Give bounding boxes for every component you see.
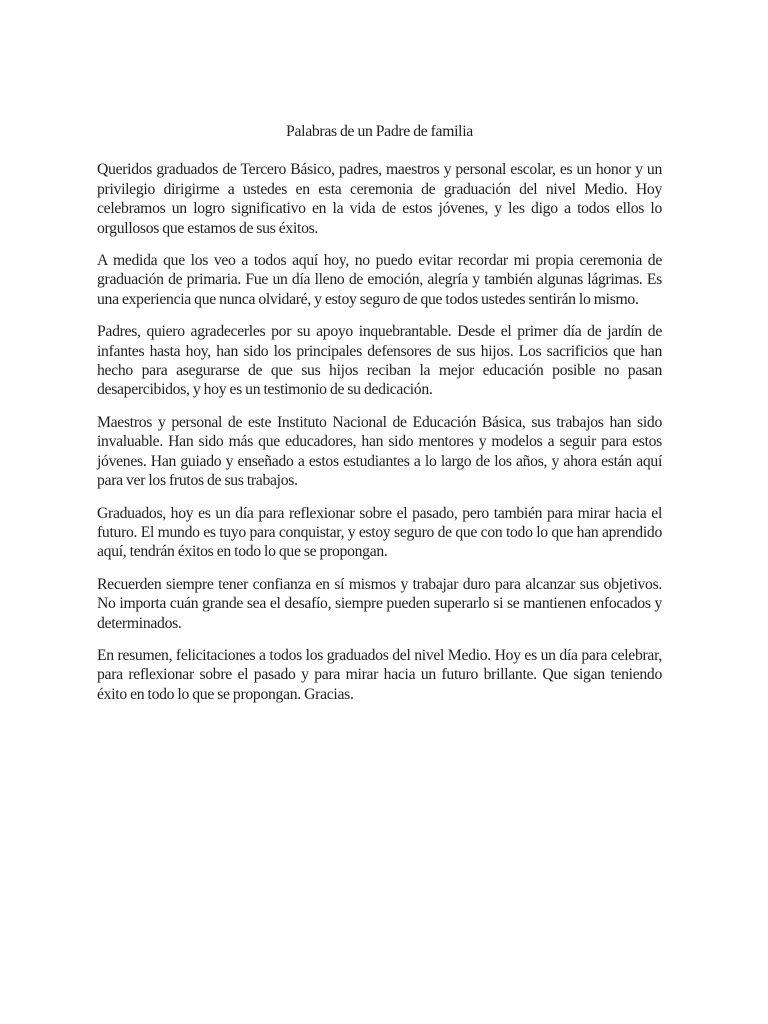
paragraph-parents: Padres, quiero agradecerles por su apoyo inquebrantable. Desde el primer día de jardín de infantes hasta hoy, han sido los principales defensores de sus hijos. Los sacrificios que han hecho para asegurarse de que sus hijos reciban la mejor educación posible no pasan desapercibidos, y hoy es un testimonio de su dedicación. [97,323,662,399]
paragraph-advice: Recuerden siempre tener confianza en sí mismos y trabajar duro para alcanzar sus objetivos. No importa cuán grande sea el desafío, siempre pueden superarlo si se mantienen enfocados y determinados. [97,575,662,632]
paragraph-closing: En resumen, felicitaciones a todos los graduados del nivel Medio. Hoy es un día para celebrar, para reflexionar sobre el pasado y para mirar hacia un futuro brillante. Que sigan teniendo éxito en todo lo que se propongan. Gracias. [97,646,662,703]
paragraph-teachers: Maestros y personal de este Instituto Nacional de Educación Básica, sus trabajos han sido invaluable. Han sido más que educadores, han sido mentores y modelos a seguir para estos jóvenes. Han guiado y enseñado a estos estudiantes a lo largo de los años, y ahora están aquí para ver los frutos de sus trabajos. [97,413,662,490]
paragraph-greeting: Queridos graduados de Tercero Básico, padres, maestros y personal escolar, es un honor y un privilegio dirigirme a ustedes en esta ceremonia de graduación del nivel Medio. Hoy celebramos un logro significativo en la vida de estos jóvenes, y les digo a todos ellos lo orgullosos que estamos de sus éxitos. [97,161,662,237]
document-title: Palabras de un Padre de familia [286,123,473,140]
paragraph-memory: A medida que los veo a todos aquí hoy, no puedo evitar recordar mi propia ceremonia de graduación de primaria. Fue un día lleno de emoción, alegría y también algunas lágrimas. Es una experiencia que nunca olvidaré, y estoy seguro de que todos ustedes sentirán lo mismo. [97,252,662,308]
paragraph-graduates: Graduados, hoy es un día para reflexionar sobre el pasado, pero también para mirar hacia el futuro. El mundo es tuyo para conquistar, y estoy seguro de que con todo lo que han aprendido aquí, tendrán éxitos en todo lo que se propongan. [97,504,662,561]
